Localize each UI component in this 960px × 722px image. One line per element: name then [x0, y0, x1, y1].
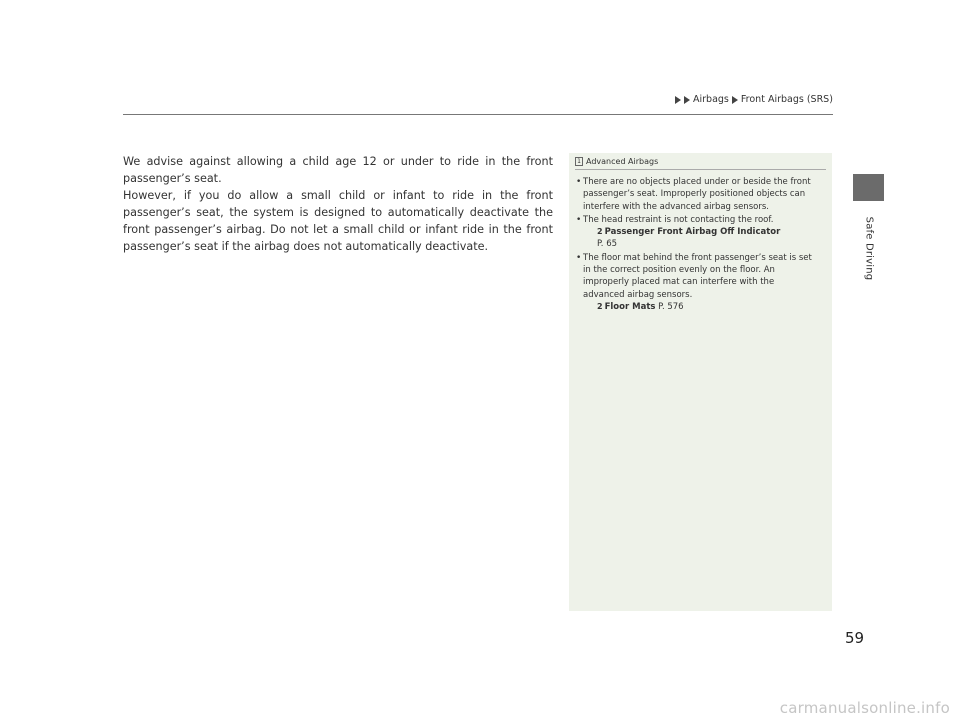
arrow-right-icon: [684, 96, 690, 104]
reference-page: P. 65: [597, 239, 618, 250]
advanced-airbags-sidebox: [569, 153, 832, 611]
note-icon: 1: [575, 157, 583, 166]
section-tab-label[interactable]: Safe Driving: [863, 216, 875, 280]
paragraph-1: We advise against allowing a child age 12 or under to ride in the front passenger’s seat.: [123, 155, 553, 185]
page-number: 59: [845, 629, 865, 647]
header-divider: [123, 114, 833, 115]
breadcrumb: [675, 94, 833, 105]
list-item: • There are no objects placed under or beside the front passenger’s seat. Improperly positioned objects can interfere with the advanced airbag sensors.: [583, 176, 818, 213]
breadcrumb-item-airbags[interactable]: Airbags: [693, 94, 729, 105]
section-tab-marker: [853, 174, 884, 201]
sidebox-title: Advanced Airbags: [586, 157, 659, 166]
arrow-right-icon: [732, 96, 738, 104]
sidebox-list: [583, 176, 818, 313]
watermark: carmanualsonline.info: [779, 699, 950, 717]
main-text: [123, 153, 553, 255]
sidebox-header: [575, 157, 826, 170]
breadcrumb-item-front-airbags[interactable]: Front Airbags (SRS): [740, 94, 833, 105]
reference-arrow-icon: 2: [597, 301, 603, 311]
list-item: • The head restraint is not contacting the roof. 2 Passenger Front Airbag Off Indicator P. 65: [583, 214, 818, 251]
paragraph-2: However, if you do allow a small child or infant to ride in the front passenger’s seat, the system is designed to automatically deactivate the front passenger’s airbag. Do not let a small child or infant ride in the front passenger’s seat if the airbag does not automatically deactivate.: [123, 189, 553, 253]
reference-link-airbag-indicator[interactable]: 2 Passenger Front Airbag Off Indicator: [597, 227, 781, 238]
arrow-right-icon: [675, 96, 681, 104]
reference-link-floor-mats[interactable]: 2 Floor Mats P. 576: [597, 301, 684, 312]
reference-arrow-icon: 2: [597, 227, 603, 237]
list-item: • The floor mat behind the front passenger’s seat is set in the correct position evenly on the floor. An improperly placed mat can interfere with the advanced airbag sensors. 2 Floor Mats P. 576: [583, 252, 818, 313]
